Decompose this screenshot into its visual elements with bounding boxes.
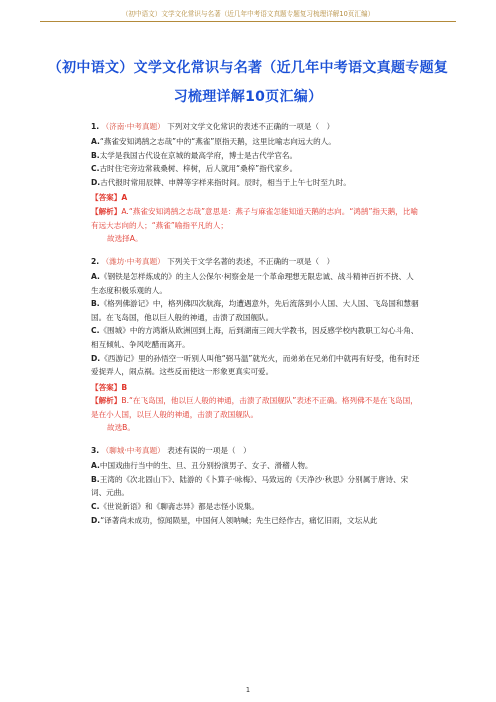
conclusion: 故选择A。: [107, 234, 143, 244]
question-1: [91, 120, 420, 246]
option-b: [91, 149, 420, 163]
option-text: 《格列佛游记》中，格列佛四次航海，均遭遇意外，先后流落到小人国、大人国、飞岛国和慧骃国。在飞岛国，他以巨人般的神通，击溃了敌国舰队。: [91, 299, 419, 322]
explanation-text: B.“在飞岛国，他以巨人般的神通，击溃了敌国舰队”表述不正确。格列佛不是在飞岛国，是在小人国，以巨人般的神通，击溃了敌国舰队。: [91, 396, 418, 419]
option-letter: C.: [91, 501, 100, 511]
option-text: 古代报时常用辰牌、申牌等字样来指时间。辰时，相当于上午七时至九时。: [100, 177, 351, 187]
document-title: [40, 54, 456, 112]
question-number: 1.: [91, 122, 100, 131]
option-a: [91, 459, 420, 473]
option-a: [91, 135, 420, 149]
question-number: 3.: [91, 446, 100, 456]
option-text: 《西游记》里的孙悟空一听别人叫他“弼马温”就光火，而弟弟在兄弟们中就再有好受，他有时还爱捉弄人，闹点祸。这些反而使这一形象更真实可爱。: [91, 353, 420, 377]
question-text: 下列关于文学名著的表述，不正确的一项是（ ）: [167, 256, 335, 266]
option-d: [91, 352, 420, 379]
question-stem: [91, 444, 420, 458]
question-2: [91, 255, 420, 435]
option-b: [91, 473, 420, 500]
option-text: 《钢铁是怎样炼成的》的主人公保尔·柯察金是一个革命理想无限忠诚、战斗精神百折不挠、人生态度积极乐观的人。: [91, 271, 414, 295]
question-source: （聊城·中考真题）: [101, 446, 165, 456]
option-c: [91, 500, 420, 514]
option-letter: B.: [91, 150, 100, 160]
option-letter: D.: [91, 177, 101, 187]
title-line-1: （初中语文）文学文化常识与名著（近几年中考语文真题专题复: [47, 60, 449, 76]
option-letter: B.: [91, 474, 100, 484]
question-text: 表述有误的一项是（ ）: [167, 446, 251, 456]
answer-label: 【答案】A: [91, 193, 128, 203]
option-text: 王湾的《次北固山下》、陆游的《卜算子·咏梅》、马致远的《天净沙·秋思》分别属于唐诗、宋词、元曲。: [91, 474, 409, 498]
question-3: [91, 444, 420, 527]
option-text: 《世说新语》和《聊斋志异》都是志怪小说集。: [99, 501, 259, 511]
question-stem: [91, 255, 420, 269]
option-c: [91, 324, 420, 351]
option-text: 古时住宅旁边常栽桑树、梓树，后人就用“桑梓”指代家乡。: [99, 164, 298, 174]
running-header: （初中语文）文学文化常识与名著（近几年中考语文真题专题复习梳理详解10页汇编）: [40, 8, 456, 22]
document-body: [91, 120, 420, 529]
option-letter: A.: [91, 461, 100, 471]
option-letter: A.: [91, 137, 100, 147]
option-letter: C.: [91, 164, 100, 174]
question-stem: [91, 120, 420, 134]
explanation-tag: 【解析】: [91, 396, 122, 406]
option-text: 《围城》中的方鸿渐从欧洲回到上海，后到湖南三闾大学教书，因反感学校内教职工勾心斗角、相互倾轧、争风吃醋而离开。: [91, 326, 419, 349]
question-number: 2.: [91, 256, 100, 266]
explanation-text: A.“燕雀安知鸿鹄之志哉”意思是：燕子与麻雀怎能知道天鹅的志向。“鸿鹄”指天鹅，比喻有远大志向的人；“燕雀”喻指平凡的人；: [91, 207, 418, 230]
explanation: [91, 394, 420, 421]
option-text: “译著尚未成功，惊闻陨星，中国何人领呐喊；先生已经作古，痛忆旧雨，文坛从此: [100, 515, 378, 525]
option-letter: D.: [91, 515, 101, 525]
title-line-2: 习梳理详解10页汇编）: [173, 89, 323, 105]
explanation-tag: 【解析】: [91, 207, 122, 217]
page-number: 1: [245, 686, 251, 694]
option-letter: B.: [91, 299, 100, 309]
option-text: 太学是我国古代设在京城的最高学府，博士是古代学官名。: [99, 150, 298, 160]
option-letter: D.: [91, 353, 101, 363]
answer-label: 【答案】B: [91, 382, 128, 392]
option-b: [91, 297, 420, 324]
option-letter: A.: [91, 271, 100, 281]
option-text: “燕雀安知鸿鹄之志哉”中的“燕雀”原指天鹅，这里比喻志向远大的人。: [99, 137, 336, 147]
explanation: [91, 205, 420, 232]
question-source: （潍坊·中考真题）: [101, 256, 165, 266]
option-text: 中国戏曲行当中的生、旦、丑分别扮演男子、女子、滑稽人物。: [99, 461, 313, 471]
option-d: [91, 514, 420, 528]
option-c: [91, 162, 420, 176]
conclusion: 故选B。: [107, 423, 135, 433]
option-a: [91, 270, 420, 297]
question-source: （济南·中考真题）: [101, 122, 165, 131]
option-letter: C.: [91, 326, 100, 336]
option-d: [91, 176, 420, 190]
question-text: 下列对文学文化常识的表述不正确的一项是（ ）: [167, 122, 335, 131]
